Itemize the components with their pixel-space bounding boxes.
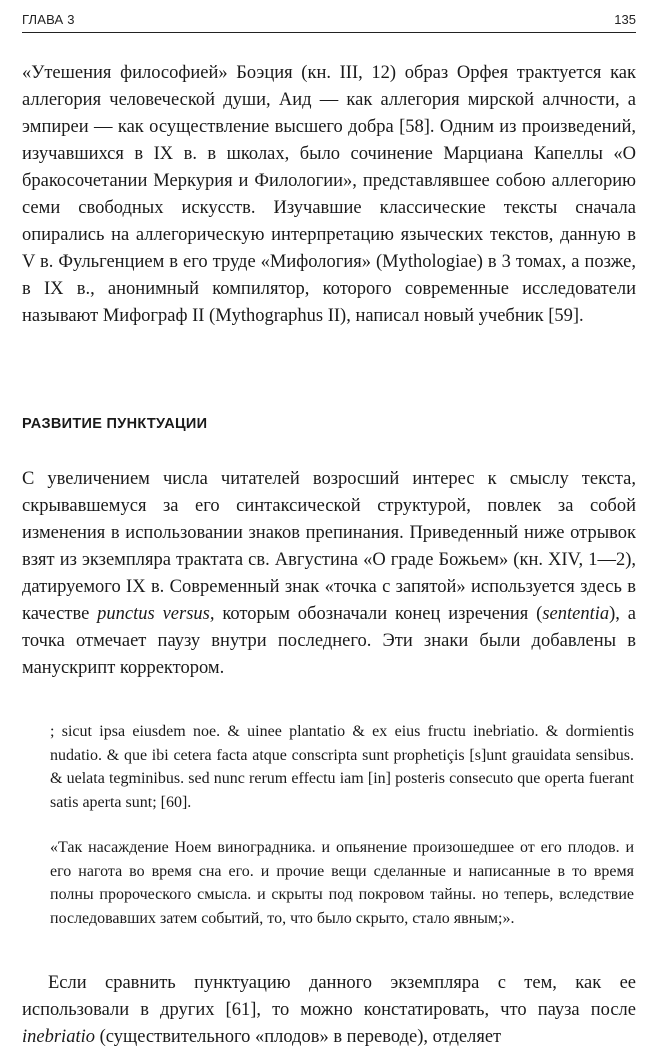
section-heading: РАЗВИТИЕ ПУНКТУАЦИИ	[22, 416, 208, 432]
term-inebriatio: inebriatio	[22, 1027, 95, 1047]
page-number: 135	[614, 12, 636, 27]
chapter-title: ГЛАВА 3	[22, 12, 75, 27]
paragraph-3-text-b: (существительного «плодов» в переводе), отделяет	[94, 1027, 502, 1047]
body-paragraph-1: «Утешения философией» Боэция (кн. III, 12) образ Орфея трактуется как аллегория человеческой души, Аид — как аллегория мирской алчности, а эмпиреи — как осуществление высшего добра [58]. Одним из произведений, изучавшихся в IX в. в школах, было сочинение Марциана Капеллы «О бракосочетании Меркурия и Филологии», представлявшее собою аллегорию семи свободных искусств. Изучавшие классические тексты сначала опирались на аллегорическую интерпретацию языческих текстов, данную в V в. Фульгенцием в его труде «Мифология» (Mythologiae) в 3 томах, а позже, в IX в., анонимный компилятор, которого современные исследователи называют Мифограф II (Mythographus II), написал новый учебник [59].	[22, 63, 636, 326]
term-sententia: sententia	[542, 604, 610, 624]
paragraph-2-text-c: ), а точка отмечает паузу внутри последнего. Эти знаки были добавлены в манускрипт корректором.	[22, 604, 636, 678]
running-head	[22, 10, 636, 33]
body-paragraph-3	[22, 970, 636, 1051]
paragraph-3-text-a: Если сравнить пунктуацию данного экземпляра с тем, как ее использовали в других [61], то можно констатировать, что пауза после	[22, 973, 636, 1020]
russian-translation-quote: «Так насаждение Ноем виноградника. и опьянение произошедшее от его плодов. и его нагота во время сна его. и прочие вещи сделанные и написанные в то время полны пророческого смысла. и скрыты под покровом тайны. но теперь, вследствие последовавших затем событий, то, что было скрыто, стало явным;».	[50, 839, 634, 927]
body-paragraph-2	[22, 466, 636, 682]
latin-quote: ; sicut ipsa eiusdem noe. & uinee plantatio & ex eius fructu inebriatio. & dormientis nudatio. & que ibi cetera facta atque conscripta sunt prophetiçis [s]unt grauidata sensibus. & uelata tegminibus. sed nunc rerum effectu iam [in] posteris consecuto que operta fuerant satis aperta sunt; [60].	[50, 723, 634, 811]
term-punctus-versus: punctus versus,	[97, 604, 215, 624]
paragraph-2-text-a: С увеличением числа читателей возросший интерес к смыслу текста, скрывавшемуся за его синтаксической структурой, повлек за собой изменения в использовании знаков препинания. Приведенный ниже отрывок взят из экземпляра трактата св. Августина «О граде Божьем» (кн. XIV, 1—2), датируемого IX в. Современный знак «точка с запятой» используется здесь в качестве	[22, 469, 636, 624]
paragraph-2-text-b: которым обозначали конец изречения (	[214, 604, 543, 624]
